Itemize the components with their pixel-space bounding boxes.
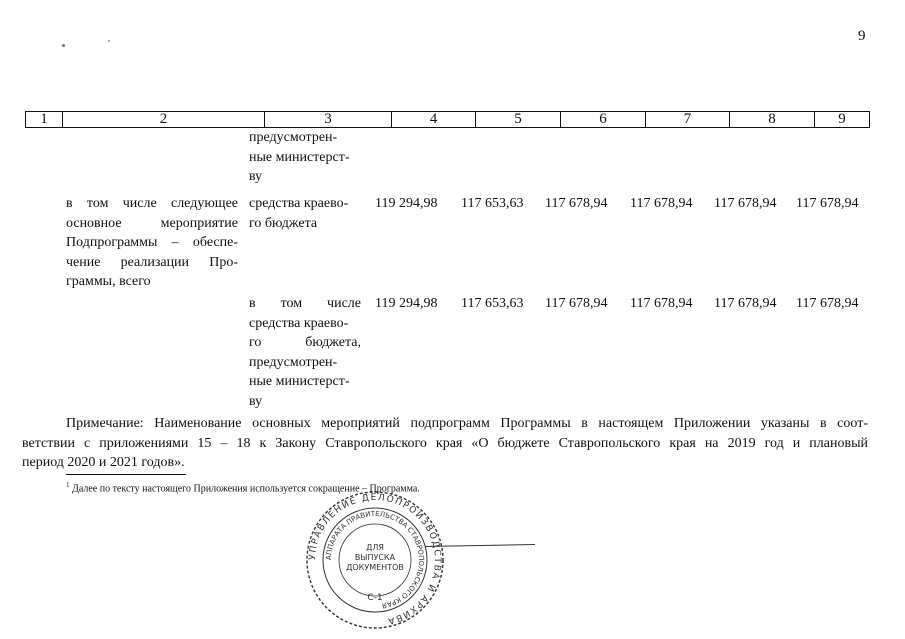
row1-value-col6: 117 678,94 <box>545 196 608 211</box>
header-cell: 3 <box>265 112 392 127</box>
header-cell: 4 <box>392 112 476 127</box>
table-header-row <box>25 111 870 128</box>
row2-value-col5: 117 653,63 <box>461 296 524 311</box>
row0-source <box>249 128 361 187</box>
scan-speck <box>108 40 110 42</box>
text-line: граммы, всего <box>66 274 151 289</box>
row1-value-col9: 117 678,94 <box>796 196 859 211</box>
header-cell: 2 <box>63 112 265 127</box>
row1-value-col5: 117 653,63 <box>461 196 524 211</box>
text-line: предусмотрен- <box>249 354 338 370</box>
note-paragraph <box>22 414 868 473</box>
row2-source <box>249 294 361 411</box>
text-line: ву <box>249 169 263 184</box>
row1-source <box>249 194 361 233</box>
text-line: Подпрограммы – обеспе- <box>66 235 238 250</box>
text-line: чение реализации Про- <box>66 254 238 270</box>
text-line: средства краево- <box>249 315 349 331</box>
seal-inner-text: АППАРАТА ПРАВИТЕЛЬСТВА СТАВРОПОЛЬСКОГО КРАЯ <box>324 509 426 610</box>
row2-value-col9: 117 678,94 <box>796 296 859 311</box>
seal-center-line: ДЛЯ <box>366 543 384 552</box>
row1-description <box>66 194 238 292</box>
header-cell: 7 <box>646 112 730 127</box>
text-line: го бюджета <box>249 215 318 231</box>
page-number: 9 <box>858 28 866 44</box>
row1-value-col7: 117 678,94 <box>630 196 693 211</box>
seal-code: С-1 <box>367 593 383 603</box>
seal-outer-text: УПРАВЛЕНИЕ ДЕЛОПРОИЗВО СТВА И АРХИВА <box>307 492 443 626</box>
text-line: ные министерст- <box>249 374 350 389</box>
footnote-rule <box>66 474 186 475</box>
scan-speck <box>62 44 65 47</box>
text-line: основное мероприятие <box>66 215 238 231</box>
text-line: средства краево- <box>249 196 349 211</box>
row2-value-col8: 117 678,94 <box>714 296 777 311</box>
row2-value-col6: 117 678,94 <box>545 296 608 311</box>
header-cell: 6 <box>561 112 646 127</box>
header-cell: 5 <box>476 112 561 127</box>
text-line: в том числе следующее <box>66 196 238 211</box>
note-line: период 2020 и 2021 годов». <box>22 455 185 470</box>
text-line: го бюджета, <box>249 335 361 350</box>
seal-center-line: ВЫПУСКА <box>354 553 396 562</box>
official-seal <box>305 490 445 630</box>
text-line: в том числе <box>249 296 361 311</box>
note-line: Примечание: Наименование основных мероприятий подпрограмм Программы в настоящем Приложении указаны в соот- <box>66 416 868 431</box>
text-line: ву <box>249 393 263 409</box>
header-cell: 9 <box>838 111 846 127</box>
row2-value-col4: 119 294,98 <box>375 296 438 311</box>
row1-value-col8: 117 678,94 <box>714 196 777 211</box>
text-line: ные министерст- <box>249 149 350 165</box>
footnote-marker: 1 <box>66 481 70 489</box>
row2-value-col7: 117 678,94 <box>630 296 693 311</box>
note-line: ветствии с приложениями 15 – 18 к Закону Ставропольского края «О бюджете Ставропольского края на 2019 год и плановый <box>22 435 868 451</box>
header-cell: 1 <box>26 112 63 127</box>
row1-value-col4: 119 294,98 <box>375 196 438 211</box>
text-line: предусмотрен- <box>249 130 338 145</box>
header-cell: 8 <box>730 112 815 127</box>
seal-center-line: ДОКУМЕНТОВ <box>346 563 404 572</box>
footnote-text: Далее по тексту настоящего Приложения используется сокращение – Программа. <box>72 483 420 495</box>
